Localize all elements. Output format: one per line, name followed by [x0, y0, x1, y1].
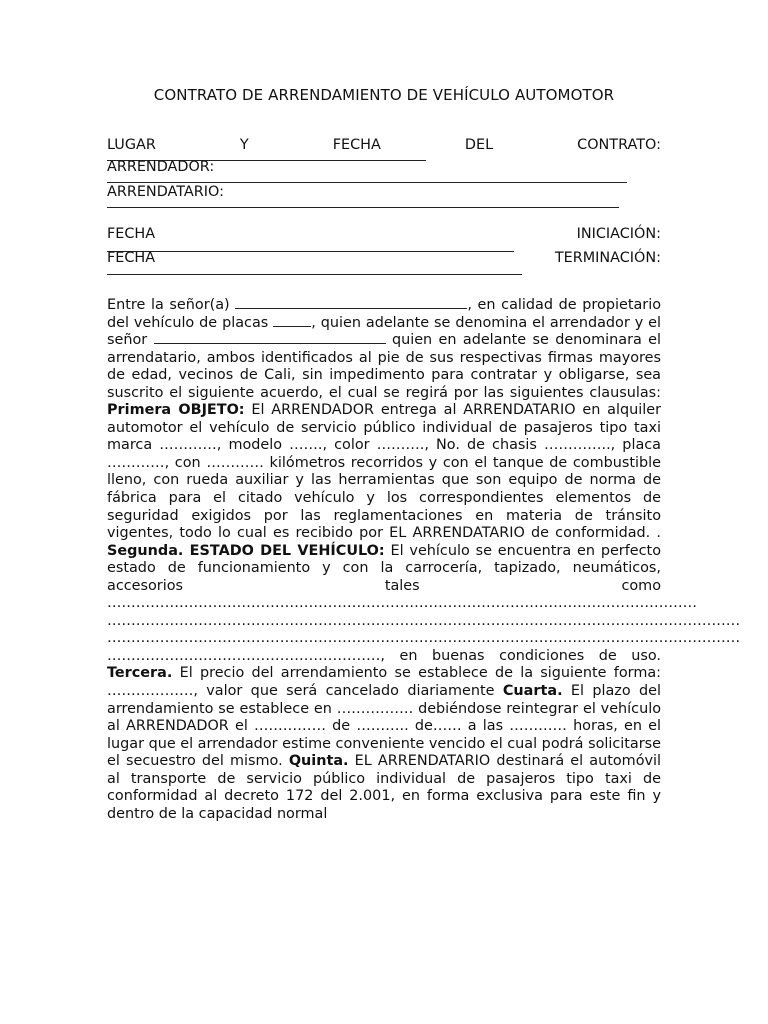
fecha-inicio-row: [107, 225, 661, 243]
contrato-word: CONTRATO:: [577, 137, 661, 153]
fecha-termino-row: [107, 249, 661, 267]
lugar-word: LUGAR: [107, 137, 156, 153]
intro-text-d: quien en adelante se denominara el arrendatario, ambos identificados al pie de sus respectivas firmas mayores de edad, vecinos de Cali, sin impedimento para contratar y obligarse, sea suscrito el siguiente acuerdo, el cual se regirá por las siguientes clausulas:: [107, 332, 662, 401]
intro-text-a: Entre la señor(a): [107, 297, 230, 313]
clause-tercera-heading: Tercera.: [107, 665, 173, 682]
clause-primera-text: El ARRENDADOR entrega al ARRENDATARIO en alquiler automotor el vehículo de servicio público individual de pasajeros tipo taxi marca …………, modelo ……., color ………., No. de chasis ………….., placa …………, con ………… kilómetros recorridos y con el tanque de combustible lleno, con rueda auxiliar y las herramientas que son equipo de norma de fábrica para el citado vehículo y los correspondientes elementos de seguridad exigidos por las reglamentaciones en materia de tránsito vigentes, todo lo cual es recibido por EL ARRENDATARIO de conformidad. .: [107, 402, 661, 542]
contract-paragraph: [107, 297, 741, 823]
fecha-termino-label: FECHA: [107, 250, 156, 266]
fecha-inicio-label: FECHA: [107, 226, 156, 242]
document-title: CONTRATO DE ARRENDAMIENTO DE VEHÍCULO AUTOMOTOR: [153, 86, 615, 104]
terminacion-label: TERMINACIÓN:: [554, 250, 661, 266]
plates-blank: [273, 326, 311, 327]
arrendatario-blank: [107, 207, 619, 208]
fecha-termino-blank: [107, 274, 522, 275]
clause-cuarta-text: El plazo del arrendamiento se establece en ……………. debiéndose reintegrar el vehículo al ARRENDADOR el …………… de ……….. de…… a las ………… horas, en el lugar que el arrendador estime conveniente vencido el cual podrá solicitarse el secuestro del mismo.: [107, 683, 662, 770]
contract-body: [107, 297, 741, 823]
lessee-name-blank: [154, 343, 386, 344]
iniciacion-label: INICIACIÓN:: [576, 226, 661, 242]
intro-text-b: , en calidad de propietario del vehículo de placas: [107, 297, 661, 331]
owner-name-blank: [235, 308, 467, 309]
clause-segunda-text: El vehículo se encuentra en perfecto estado de funcionamiento y con la carrocería, tapizado, neumáticos, accesorios tales como …………………………………………………………………………………………………………… …………………………………………………………………………………………………………………… …………………………………………………………………………………………………………………… …………………………………………………, en buenas condiciones de uso.: [107, 542, 741, 664]
arrendador-label: ARRENDADOR:: [107, 159, 215, 175]
clause-cuarta-heading: Cuarta.: [502, 683, 563, 700]
lugar-fecha-row: [107, 136, 661, 154]
contract-page: [107, 86, 741, 823]
clause-segunda-heading: Segunda. ESTADO DEL VEHÍCULO:: [107, 542, 385, 559]
clause-quinta-text: EL ARRENDATARIO destinará el automóvil al transporte de servicio público individual de pasajeros tipo taxi de conformidad al decreto 172 del 2.001, en forma exclusiva para este fin y dentro de la capacidad normal: [107, 753, 662, 822]
clause-primera-heading: Primera OBJETO:: [107, 402, 245, 419]
del-word: DEL: [464, 137, 494, 153]
fecha-word: FECHA: [332, 137, 381, 153]
y-word: Y: [239, 137, 249, 153]
intro-text-c: , quien adelante se denomina el arrendador y el señor: [107, 314, 662, 349]
clause-quinta-heading: Quinta.: [288, 753, 349, 770]
arrendatario-label: ARRENDATARIO:: [107, 184, 224, 200]
clause-tercera-text: El precio del arrendamiento se establece de la siguiente forma: ………………, valor que será cancelado diariamente: [107, 665, 662, 700]
